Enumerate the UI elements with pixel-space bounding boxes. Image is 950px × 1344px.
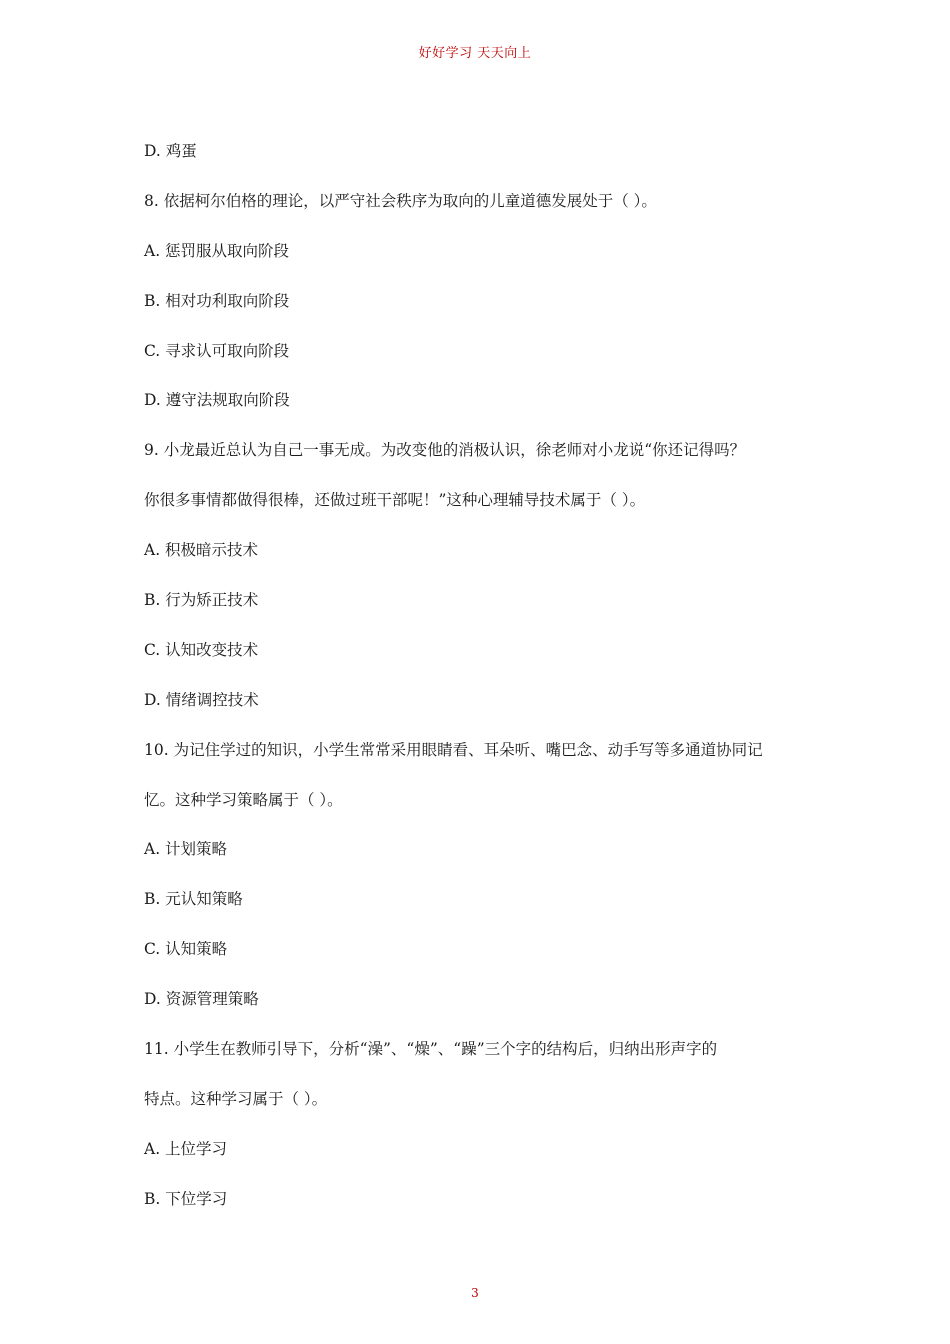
question-8-option-c: C. 寻求认可取向阶段: [144, 341, 290, 360]
question-8-text: 8. 依据柯尔伯格的理论，以严守社会秩序为取向的儿童道德发展处于（ ）。: [144, 191, 657, 210]
question-11-option-b: B. 下位学习: [144, 1189, 228, 1208]
question-11-text-line-2: 特点。这种学习属于（ ）。: [144, 1089, 328, 1108]
question-11-option-a: A. 上位学习: [144, 1139, 228, 1158]
question-10-option-d: D. 资源管理策略: [144, 990, 259, 1009]
question-9-text-line-1: 9. 小龙最近总认为自己一事无成。为改变他的消极认识，徐老师对小龙说“你还记得吗？: [144, 441, 746, 460]
question-9-option-d: D. 情绪调控技术: [144, 690, 259, 709]
question-10-option-c: C. 认知策略: [144, 940, 228, 959]
question-9-option-b: B. 行为矫正技术: [144, 591, 259, 610]
question-11-text-line-1: 11. 小学生在教师引导下，分析“澡”、“燥”、“躁”三个字的结构后，归纳出形声字的: [144, 1040, 718, 1059]
question-10-text-line-1: 10. 为记住学过的知识，小学生常常采用眼睛看、耳朵听、嘴巴念、动手写等多通道协同记: [144, 740, 763, 759]
page-number: 3: [471, 1286, 479, 1300]
question-8-option-d: D. 遵守法规取向阶段: [144, 391, 290, 410]
option-d-line: D. 鸡蛋: [144, 142, 197, 160]
question-10-text-line-2: 忆。这种学习策略属于（ ）。: [144, 790, 343, 809]
document-body: [144, 127, 824, 1225]
question-8-option-a: A. 惩罚服从取向阶段: [144, 241, 290, 260]
question-9-option-a: A. 积极暗示技术: [144, 541, 259, 560]
question-8-option-b: B. 相对功利取向阶段: [144, 291, 290, 310]
question-9-option-c: C. 认知改变技术: [144, 640, 259, 659]
question-9-text-line-2: 你很多事情都做得很棒，还做过班干部呢！”这种心理辅导技术属于（ ）。: [144, 491, 646, 510]
question-10-option-b: B. 元认知策略: [144, 890, 243, 909]
page-header: 好好学习 天天向上: [418, 46, 532, 61]
question-10-option-a: A. 计划策略: [144, 840, 228, 859]
